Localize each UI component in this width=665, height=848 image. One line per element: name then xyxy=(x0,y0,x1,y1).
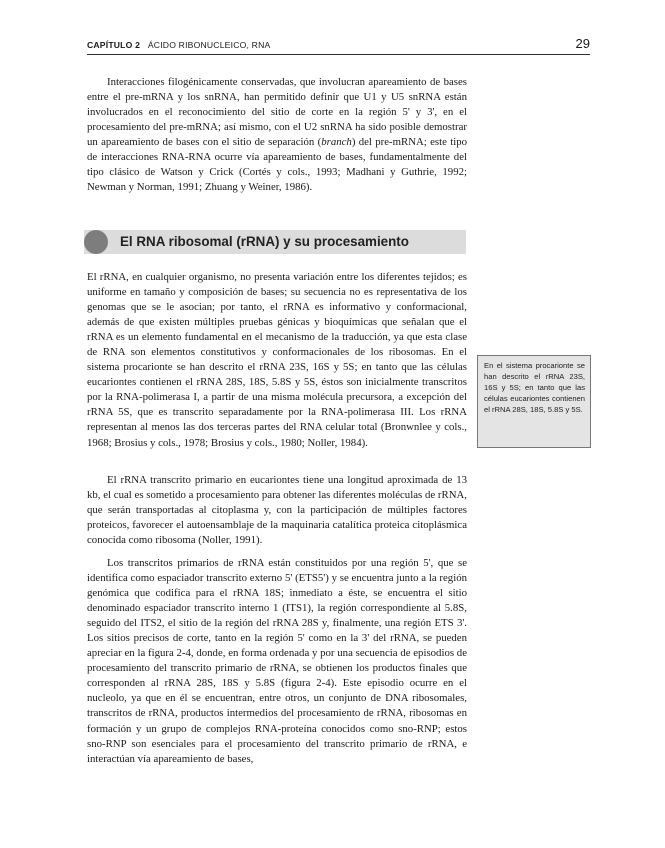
branch-term: branch xyxy=(321,136,352,149)
margin-note: En el sistema procarionte se han descrito el rRNA 23S, 16S y 5S; en tanto que las células eucariontes contienen el rRNA 28S, 18S, 5.8S y 5S. xyxy=(477,355,591,448)
body-paragraph-2: El rRNA transcrito primario en eucariontes tiene una longitud aproximada de 13 kb, el cual es sometido a procesamiento para obtener las diferentes moléculas de rRNA, que serán transportadas al citoplasma y, con la participación de múltiples factores proteicos, favorecer el autoensamblaje de la maquinaria catalítica proteica citoplásmica conocida como ribosoma (Noller, 1991). xyxy=(87,474,467,547)
page-number: 29 xyxy=(575,36,590,51)
body-paragraph-3: Los transcritos primarios de rRNA están constituidos por una región 5', que se identifica como espaciador transcrito externo 5' (ETS5') y se encuentra junto a la región genómica que codifica para el rRNA 18S; inmediato a éste, se encuentra el sitio denominado espaciador transcrito interno 1 (ITS1), la región correspondiente al 5.8S, seguido del ITS2, el sitio de la región del rRNA 28S y, finalmente, una región ETS 3'. Los sitios precisos de corte, tanto en la región 5' como en la 3' del rRNA, se pueden apreciar en la figura 2-4, donde, en forma ordenada y por una secuencia de episodios de procesamiento del transcrito primario de rRNA, se obtienen los productos finales que corresponden al rRNA 28S, 18S y 5.8S (figura 2-4). Este episodio ocurre en el nucleolo, ya que en él se encuentran, entre otros, un conjunto de DNA ribosomales, transcritos de rRNA, productos intermedios del procesamiento de rRNA, ribosomas en formación y un grupo de complejos RNA-proteína conocidos como sno-RNP; estos sno-RNP son esenciales para el procesamiento del transcrito primario de rRNA, e interactúan vía apareamiento de bases, xyxy=(87,557,467,765)
intro-lead: Interacciones filogénicamente conservadas, que involucran apareamiento de bases entre el pre-mRNA y los snRNA, han permitido definir que U1 y U5 snRNA están involucrados en el reconocimiento del sitio de corte en la región 5' y 3', en el procesamiento del pre-mRNA; así mismo, con el U2 snRNA ha sido posible demostrar un apareamiento de bases con el sitio de separación ( xyxy=(87,76,467,149)
intro-paragraph xyxy=(87,75,467,195)
section-heading xyxy=(84,230,466,254)
intro-tail: ) del pre-mRNA; este tipo de interacciones RNA-RNA ocurre vía apareamiento de bases, fundamentalmente del tipo clásico de Watson y Crick (Cortés y cols., 1993; Madhani y Guthrie, 1992; Newman y Norman, 1991; Zhuang y Weiner, 1986). xyxy=(87,136,467,194)
running-head-chapter xyxy=(87,40,270,50)
section-title: El RNA ribosomal (rRNA) y su procesamiento xyxy=(120,234,409,249)
body-paragraph-1: El rRNA, en cualquier organismo, no presenta variación entre los diferentes tejidos; es uniforme en tamaño y composición de bases; su secuencia no es representativa de los genomas que se le asocian; por tanto, el rRNA es informativo y conformacional, además de que existen múltiples pruebas génicas y bioquímicas que señalan que el rRNA es un elemento fundamental en el mecanismo de la traducción, ya que esta clase de RNA son elementos constitutivos y conformacionales de los ribosomas. En el sistema procarionte se han descrito el rRNA 23S, 16S y 5S; en tanto que las células eucariontes contienen el rRNA 28S, 18S, 5.8S y 5S, éstos son inicialmente transcritos por la RNA-polimerasa I, a partir de una misma molécula precursora, a excepción del rRNA 5S, que es transcrito separadamente por la RNA-polimerasa III. Los rRNA representan al menos las dos terceras partes del RNA celular total (Bronwnlee y cols., 1968; Brosius y cols., 1978; Brosius y cols., 1980; Noller, 1984). xyxy=(87,271,467,449)
section-bullet-icon xyxy=(84,230,108,254)
chapter-title: ÁCIDO RIBONUCLEICO, RNA xyxy=(147,40,271,50)
running-head xyxy=(87,36,590,55)
chapter-label: CAPÍTULO 2 xyxy=(87,40,141,50)
